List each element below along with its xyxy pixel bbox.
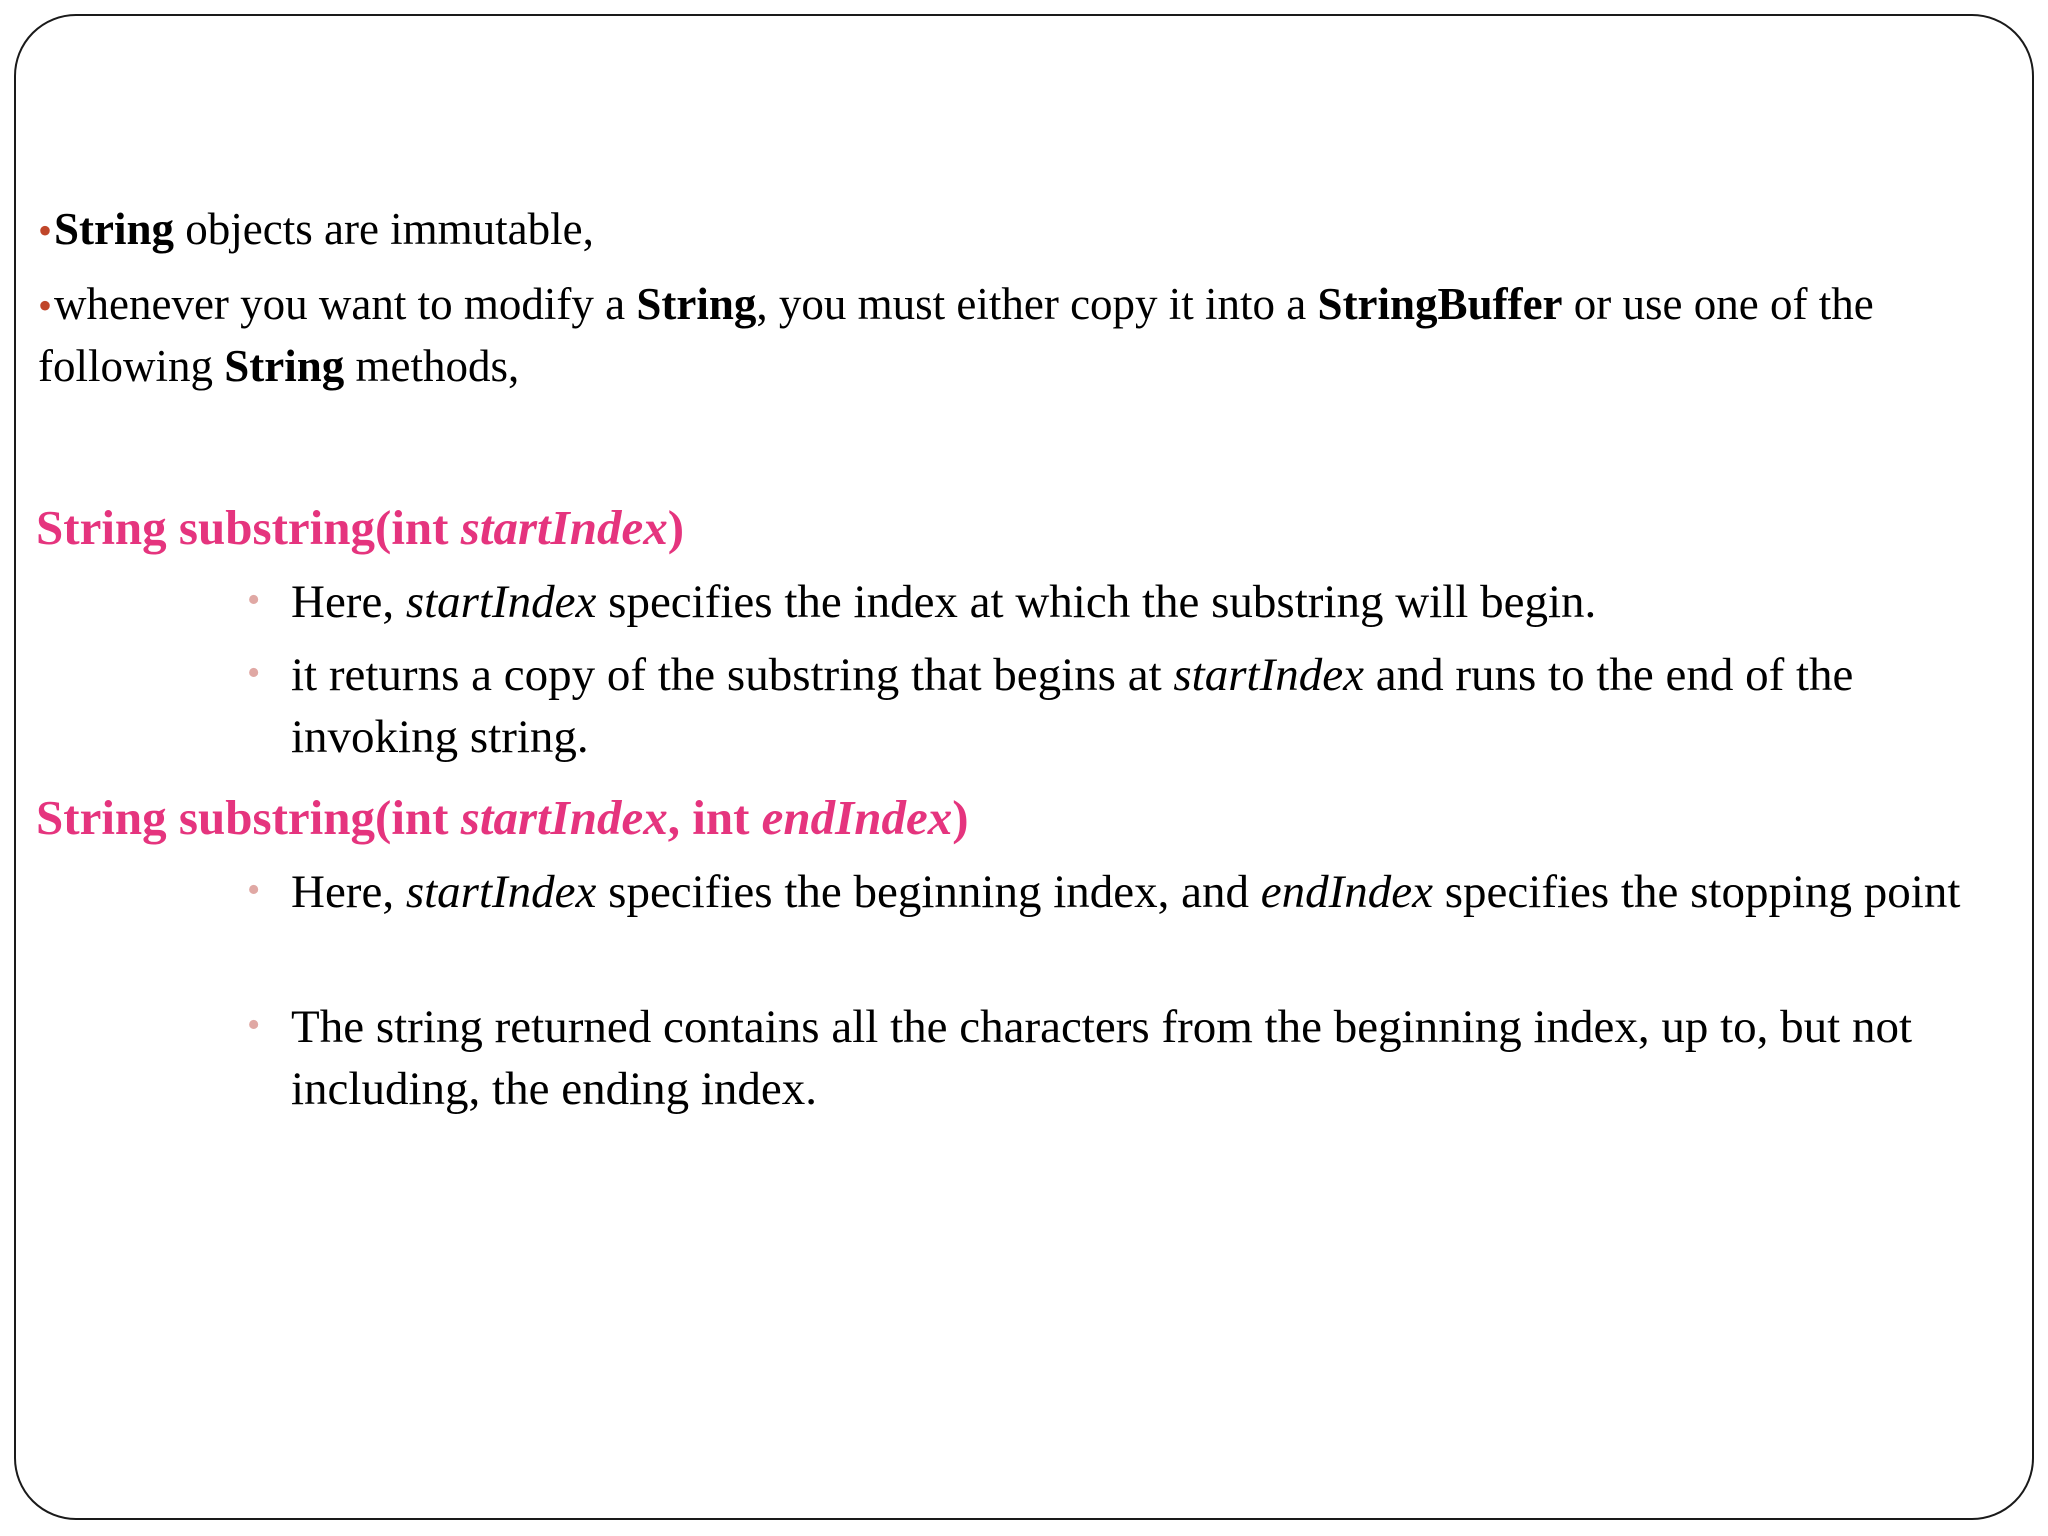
- italic-term: startIndex: [405, 866, 597, 918]
- bullet-text: whenever you want to modify a: [54, 279, 637, 329]
- sub-bullet-text: Here,: [291, 866, 406, 918]
- method-heading-substring-start: [36, 496, 684, 560]
- sub-bullet-text: specifies the beginning index, and: [596, 866, 1261, 918]
- italic-term: startIndex: [405, 576, 597, 628]
- sub-bullet-marker: •: [247, 869, 261, 911]
- sub-bullet-marker: •: [247, 652, 261, 694]
- method-heading-substring-start-end: [36, 786, 969, 850]
- signature-text: String substring(int: [36, 500, 461, 555]
- bullet-text: methods,: [344, 341, 520, 391]
- sub-bullet-text: and runs to the end of the invoking string.: [291, 649, 1854, 763]
- signature-text: String substring(int: [36, 790, 461, 845]
- param-start-index: startIndex: [460, 790, 668, 845]
- sub-bullet-text: it returns a copy of the substring that begins at: [291, 649, 1174, 701]
- bold-stringbuffer: StringBuffer: [1317, 279, 1563, 329]
- italic-term: endIndex: [1260, 866, 1433, 918]
- sub-bullet-text: The string returned contains all the characters from the beginning index, up to, but not including, the ending index.: [291, 1001, 1913, 1115]
- sub-bullet-item: [247, 644, 2031, 768]
- bullet-text: , you must either copy it into a: [756, 279, 1318, 329]
- signature-text: , int: [667, 790, 762, 845]
- sub-bullet-text: specifies the stopping point: [1433, 866, 1961, 918]
- bullet-dot: •: [38, 283, 53, 328]
- sub-bullet-text: specifies the index at which the substring will begin.: [596, 576, 1597, 628]
- param-start-index: startIndex: [460, 500, 668, 555]
- sub-bullet-marker: •: [247, 1004, 261, 1046]
- sub-bullet-marker: •: [247, 579, 261, 621]
- bullet-text: objects are immutable,: [174, 204, 594, 254]
- slide-frame: [14, 14, 2034, 1520]
- sub-bullet-item: [247, 996, 2031, 1120]
- param-end-index: endIndex: [761, 790, 953, 845]
- bold-string: String: [224, 341, 345, 391]
- bullet-dot: •: [38, 208, 53, 253]
- bold-string: String: [54, 204, 175, 254]
- italic-term: startIndex: [1173, 649, 1364, 701]
- sub-bullet-item: [247, 571, 2031, 633]
- bullet-modify-string: [38, 274, 2028, 396]
- signature-text: ): [667, 500, 685, 555]
- signature-text: ): [952, 790, 969, 845]
- bullet-text: or use one of the following: [38, 279, 1874, 391]
- bullet-immutable: [38, 199, 2028, 261]
- sub-bullet-item: [247, 861, 2031, 923]
- bold-string: String: [636, 279, 757, 329]
- sub-bullet-text: Here,: [291, 576, 406, 628]
